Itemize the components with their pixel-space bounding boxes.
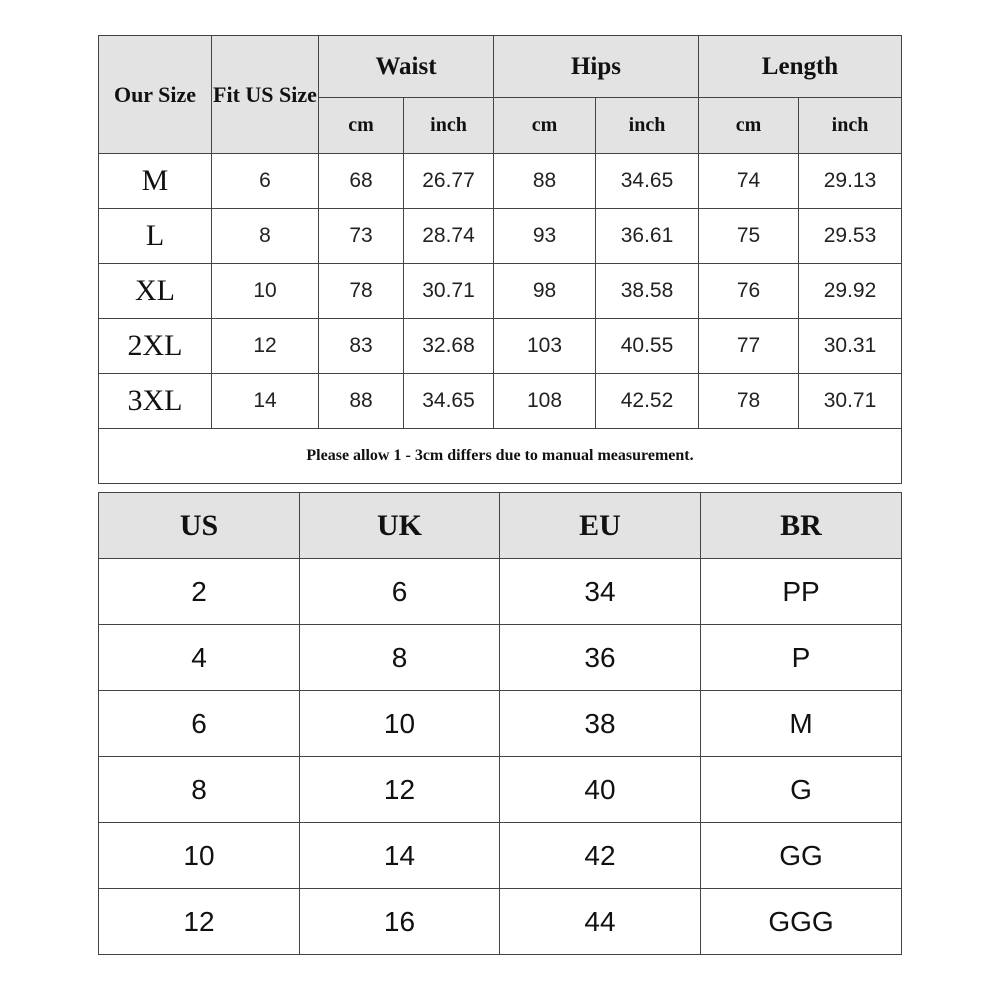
eu-value: 42 [500, 823, 701, 889]
uk-value: 8 [300, 625, 500, 691]
fit-us-size-value: 6 [212, 154, 319, 209]
eu-value: 34 [500, 559, 701, 625]
br-value: PP [701, 559, 902, 625]
size-conversion-table [98, 492, 902, 955]
length-cm-value: 78 [699, 374, 799, 429]
us-value: 12 [99, 889, 300, 955]
conversion-header-row [99, 493, 902, 559]
waist-cm-value: 73 [319, 209, 404, 264]
us-value: 10 [99, 823, 300, 889]
size-row-xl [99, 264, 902, 319]
conversion-row [99, 823, 902, 889]
waist-inch-header: inch [404, 98, 494, 154]
uk-value: 10 [300, 691, 500, 757]
conversion-row [99, 757, 902, 823]
length-inch-value: 29.92 [799, 264, 902, 319]
waist-inch-value: 32.68 [404, 319, 494, 374]
size-label: 3XL [99, 374, 212, 429]
conversion-row [99, 691, 902, 757]
length-inch-header: inch [799, 98, 902, 154]
hips-cm-value: 103 [494, 319, 596, 374]
size-chart-table [98, 35, 902, 484]
size-label: L [99, 209, 212, 264]
fit-us-size-value: 8 [212, 209, 319, 264]
br-value: GG [701, 823, 902, 889]
eu-header: EU [500, 493, 701, 559]
size-label: XL [99, 264, 212, 319]
size-label: M [99, 154, 212, 209]
br-value: P [701, 625, 902, 691]
eu-value: 38 [500, 691, 701, 757]
size-row-2xl [99, 319, 902, 374]
waist-cm-value: 78 [319, 264, 404, 319]
uk-value: 6 [300, 559, 500, 625]
waist-inch-value: 30.71 [404, 264, 494, 319]
fit-us-size-value: 14 [212, 374, 319, 429]
hips-header: Hips [494, 36, 699, 98]
hips-cm-value: 98 [494, 264, 596, 319]
us-header: US [99, 493, 300, 559]
hips-inch-value: 40.55 [596, 319, 699, 374]
waist-inch-value: 34.65 [404, 374, 494, 429]
fit-us-size-header: Fit US Size [212, 36, 319, 154]
size-row-m [99, 154, 902, 209]
hips-inch-header: inch [596, 98, 699, 154]
fit-us-size-value: 12 [212, 319, 319, 374]
fit-us-size-value: 10 [212, 264, 319, 319]
length-inch-value: 30.71 [799, 374, 902, 429]
hips-cm-header: cm [494, 98, 596, 154]
br-header: BR [701, 493, 902, 559]
us-value: 6 [99, 691, 300, 757]
size-chart-header-row [99, 36, 902, 98]
waist-cm-value: 88 [319, 374, 404, 429]
eu-value: 40 [500, 757, 701, 823]
hips-inch-value: 42.52 [596, 374, 699, 429]
hips-cm-value: 88 [494, 154, 596, 209]
waist-cm-header: cm [319, 98, 404, 154]
waist-cm-value: 83 [319, 319, 404, 374]
conversion-row [99, 625, 902, 691]
length-inch-value: 30.31 [799, 319, 902, 374]
uk-value: 12 [300, 757, 500, 823]
length-header: Length [699, 36, 902, 98]
length-cm-header: cm [699, 98, 799, 154]
conversion-row [99, 559, 902, 625]
uk-header: UK [300, 493, 500, 559]
length-cm-value: 76 [699, 264, 799, 319]
br-value: M [701, 691, 902, 757]
eu-value: 36 [500, 625, 701, 691]
waist-cm-value: 68 [319, 154, 404, 209]
us-value: 2 [99, 559, 300, 625]
size-label: 2XL [99, 319, 212, 374]
conversion-row [99, 889, 902, 955]
br-value: GGG [701, 889, 902, 955]
hips-inch-value: 34.65 [596, 154, 699, 209]
hips-cm-value: 108 [494, 374, 596, 429]
size-row-3xl [99, 374, 902, 429]
br-value: G [701, 757, 902, 823]
measurement-note: Please allow 1 - 3cm differs due to manual measurement. [99, 429, 902, 484]
uk-value: 16 [300, 889, 500, 955]
waist-inch-value: 28.74 [404, 209, 494, 264]
waist-header: Waist [319, 36, 494, 98]
size-row-l [99, 209, 902, 264]
uk-value: 14 [300, 823, 500, 889]
eu-value: 44 [500, 889, 701, 955]
length-inch-value: 29.13 [799, 154, 902, 209]
our-size-header: Our Size [99, 36, 212, 154]
length-cm-value: 77 [699, 319, 799, 374]
length-cm-value: 74 [699, 154, 799, 209]
us-value: 8 [99, 757, 300, 823]
hips-inch-value: 36.61 [596, 209, 699, 264]
hips-inch-value: 38.58 [596, 264, 699, 319]
waist-inch-value: 26.77 [404, 154, 494, 209]
hips-cm-value: 93 [494, 209, 596, 264]
us-value: 4 [99, 625, 300, 691]
measurement-note-row [99, 429, 902, 484]
length-inch-value: 29.53 [799, 209, 902, 264]
length-cm-value: 75 [699, 209, 799, 264]
